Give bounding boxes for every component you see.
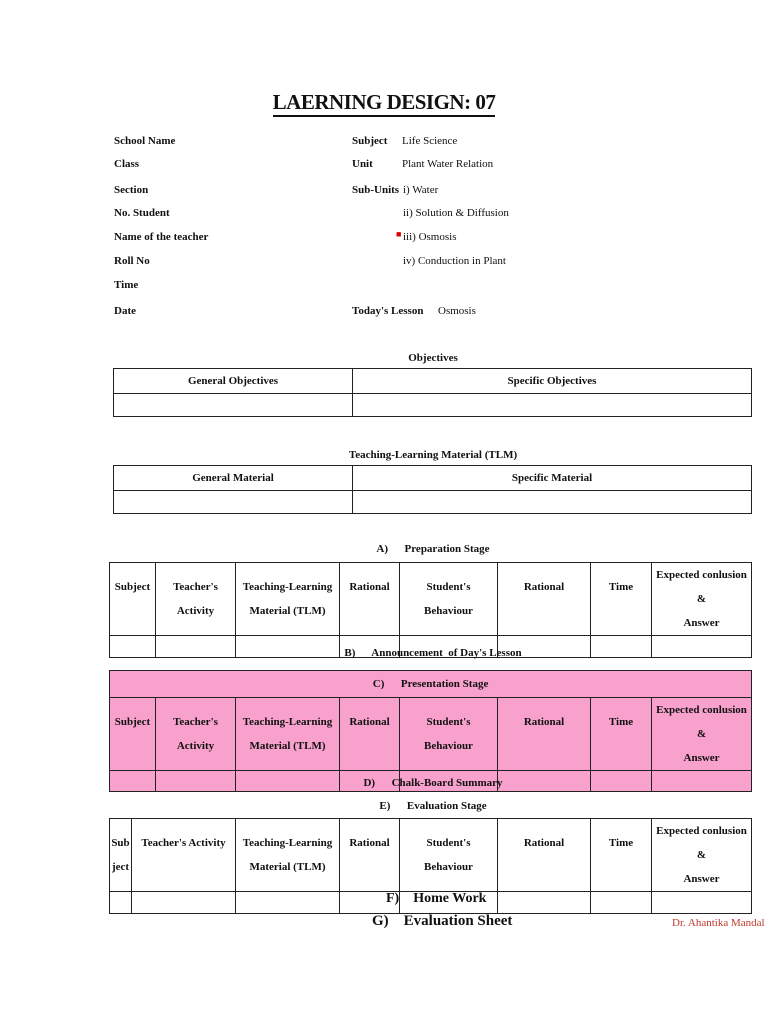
author-signature: Dr. Ahantika Mandal <box>672 917 765 929</box>
header-tlm: Teaching-Learning Material (TLM) <box>236 563 340 636</box>
header-subject: Subject <box>110 698 156 771</box>
stage-e-heading: E) Evaluation Stage <box>379 800 487 812</box>
header-expected-conclusion: Expected conlusion & Answer <box>652 819 752 892</box>
table-cell <box>591 892 652 914</box>
stage-g-heading: G) Evaluation Sheet <box>372 913 513 929</box>
header-rational: Rational <box>498 563 591 636</box>
stage-b-heading: B) Announcement of Day's Lesson <box>344 647 522 659</box>
header-rational: Rational <box>340 563 400 636</box>
label-time: Time <box>114 279 139 291</box>
stage-c-heading: C) Presentation Stage <box>110 671 752 698</box>
header-student-behaviour: Student's Behaviour <box>400 563 498 636</box>
subunit-item: ii) Solution & Diffusion <box>403 207 509 219</box>
table-cell <box>236 892 340 914</box>
header-time: Time <box>591 698 652 771</box>
header-rational: Rational <box>498 819 591 892</box>
header-subject: Subject <box>110 563 156 636</box>
header-specific-objectives: Specific Objectives <box>353 369 752 394</box>
header-teacher-activity: Teacher's Activity <box>132 819 236 892</box>
tlm-heading: Teaching-Learning Material (TLM) <box>348 449 518 461</box>
label-no-student: No. Student <box>114 207 170 219</box>
header-rational: Rational <box>498 698 591 771</box>
table-cell <box>498 892 591 914</box>
subunit-item: iii) Osmosis <box>403 231 457 243</box>
label-sub-units: Sub-Units <box>352 184 400 196</box>
table-cell <box>114 394 353 417</box>
header-specific-material: Specific Material <box>353 466 752 491</box>
header-time: Time <box>591 563 652 636</box>
header-student-behaviour: Student's Behaviour <box>400 819 498 892</box>
header-teacher-activity: Teacher's Activity <box>156 563 236 636</box>
presentation-stage-table <box>109 670 752 792</box>
header-tlm: Teaching-Learning Material (TLM) <box>236 819 340 892</box>
label-class: Class <box>114 158 140 170</box>
label-todays-lesson: Today's Lesson <box>352 305 424 317</box>
stage-a-heading: A) Preparation Stage <box>376 543 490 555</box>
header-subject: Sub ject <box>110 819 132 892</box>
label-unit: Unit <box>352 158 373 170</box>
header-teacher-activity: Teacher's Activity <box>156 698 236 771</box>
table-cell <box>353 394 752 417</box>
tlm-table <box>113 465 752 514</box>
header-rational: Rational <box>340 698 400 771</box>
subunit-item: iv) Conduction in Plant <box>403 255 506 267</box>
table-cell <box>652 892 752 914</box>
header-rational: Rational <box>340 819 400 892</box>
header-expected-conclusion: Expected conlusion & Answer <box>652 563 752 636</box>
table-cell <box>114 491 353 514</box>
objectives-heading: Objectives <box>408 352 458 364</box>
label-school-name: School Name <box>114 135 176 147</box>
header-student-behaviour: Student's Behaviour <box>400 698 498 771</box>
stage-d-heading: D) Chalk-Board Summary <box>363 777 503 789</box>
table-cell <box>110 892 132 914</box>
table-cell <box>132 892 236 914</box>
preparation-stage-table <box>109 562 752 658</box>
header-general-material: General Material <box>114 466 353 491</box>
label-teacher-name: Name of the teacher <box>114 231 209 243</box>
subunit-item: i) Water <box>403 184 439 196</box>
value-subject: Life Science <box>402 135 458 147</box>
label-roll-no: Roll No <box>114 255 150 267</box>
value-todays-lesson: Osmosis <box>438 305 476 317</box>
label-subject: Subject <box>352 135 388 147</box>
table-cell <box>353 491 752 514</box>
page-title: LAERNING DESIGN: 07 <box>0 90 768 115</box>
objectives-table <box>113 368 752 417</box>
header-tlm: Teaching-Learning Material (TLM) <box>236 698 340 771</box>
value-unit: Plant Water Relation <box>402 158 494 170</box>
stage-f-heading: F) Home Work <box>386 891 487 906</box>
header-time: Time <box>591 819 652 892</box>
header-general-objectives: General Objectives <box>114 369 353 394</box>
label-section: Section <box>114 184 149 196</box>
label-date: Date <box>114 305 136 317</box>
header-expected-conclusion: Expected conlusion & Answer <box>652 698 752 771</box>
marker-dot-icon: ■ <box>396 229 402 239</box>
